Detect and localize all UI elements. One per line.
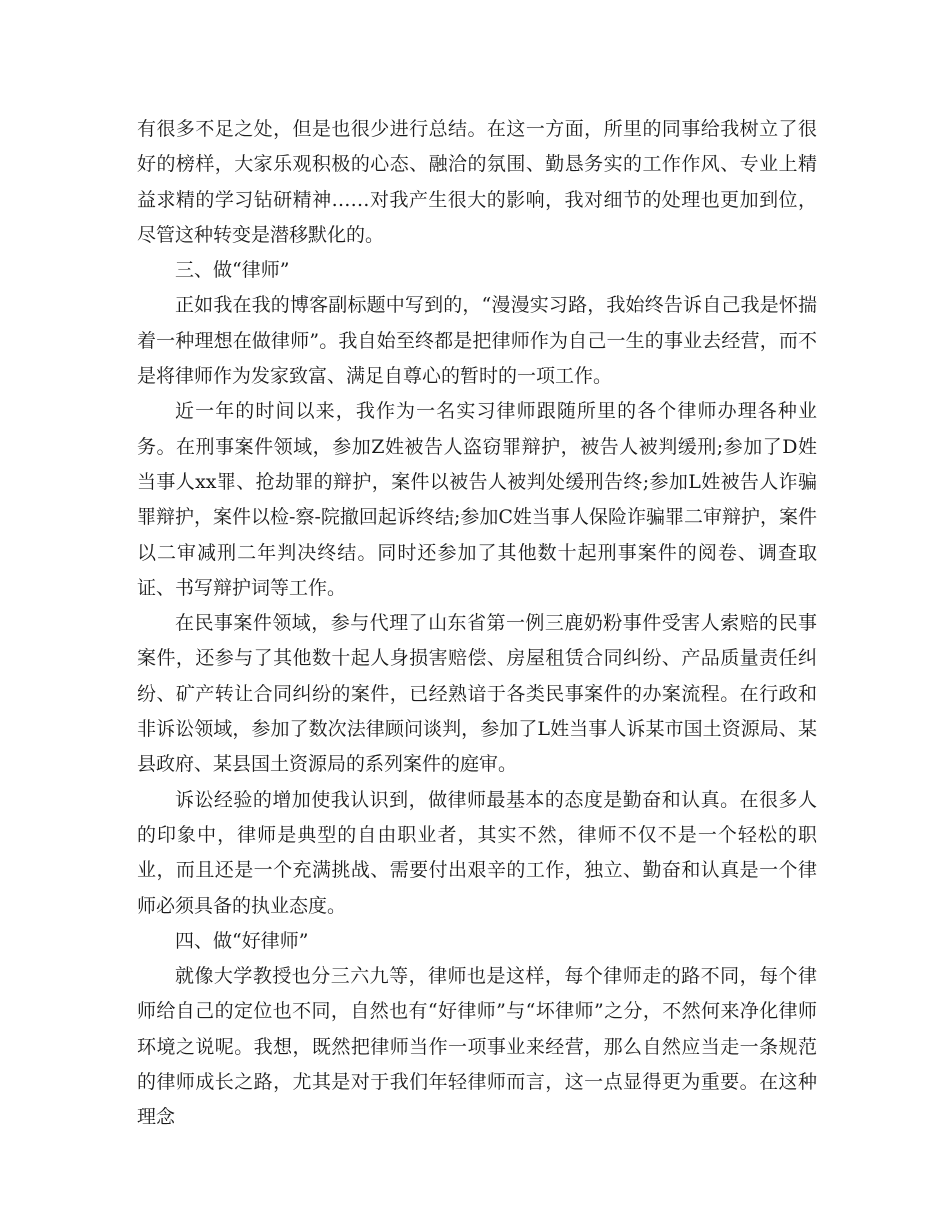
paragraph-6: 就像大学教授也分三六九等，律师也是这样，每个律师走的路不同，每个律师给自己的定位也不同，自然也有“好律师”与“坏律师”之分，不然何来净化律师环境之说呢。我想，既然把律师当作一项事业来经营，那么自然应当走一条规范的律师成长之路，尤其是对于我们年轻律师而言，这一点显得更为重要。在这种理念 — [137, 965, 817, 1129]
document-body — [137, 112, 817, 1136]
paragraph-4: 在民事案件领域，参与代理了山东省第一例三鹿奶粉事件受害人索赔的民事案件，还参与了其他数十起人身损害赔偿、房屋租赁合同纠纷、产品质量责任纠纷、矿产转让合同纠纷的案件，已经熟谙于各类民事案件的办案流程。在行政和非诉讼领域，参加了数次法律顾问谈判，参加了L姓当事人诉某市国土资源局、某县政府、某县国土资源局的系列案件的庭审。 — [137, 612, 817, 776]
paragraph-1: 有很多不足之处，但是也很少进行总结。在这一方面，所里的同事给我树立了很好的榜样，大家乐观积极的心态、融洽的氛围、勤恳务实的工作作风、专业上精益求精的学习钻研精神……对我产生很大的影响，我对细节的处理也更加到位，尽管这种转变是潜移默化的。 — [137, 118, 817, 246]
paragraph-3: 近一年的时间以来，我作为一名实习律师跟随所里的各个律师办理各种业务。在刑事案件领域，参加Z姓被告人盗窃罪辩护，被告人被判缓刑;参加了D姓当事人xx罪、抢劫罪的辩护，案件以被告人被判处缓刑告终;参加L姓被告人诈骗罪辩护，案件以检-察-院撤回起诉终结;参加C姓当事人保险诈骗罪二审辩护，案件以二审减刑二年判决终结。同时还参加了其他数十起刑事案件的阅卷、调查取证、书写辩护词等工作。 — [137, 400, 817, 599]
paragraph-2: 正如我在我的博客副标题中写到的，“漫漫实习路，我始终告诉自己我是怀揣着一种理想在做律师”。我自始至终都是把律师作为自己一生的事业去经营，而不是将律师作为发家致富、满足自尊心的暂时的一项工作。 — [137, 294, 817, 388]
section-heading-4: 四、做“好律师” — [175, 929, 309, 952]
section-heading-3: 三、做“律师” — [175, 259, 290, 282]
paragraph-5: 诉讼经验的增加使我认识到，做律师最基本的态度是勤奋和认真。在很多人的印象中，律师是典型的自由职业者，其实不然，律师不仅不是一个轻松的职业，而且还是一个充满挑战、需要付出艰辛的工作，独立、勤奋和认真是一个律师必须具备的执业态度。 — [137, 788, 817, 917]
